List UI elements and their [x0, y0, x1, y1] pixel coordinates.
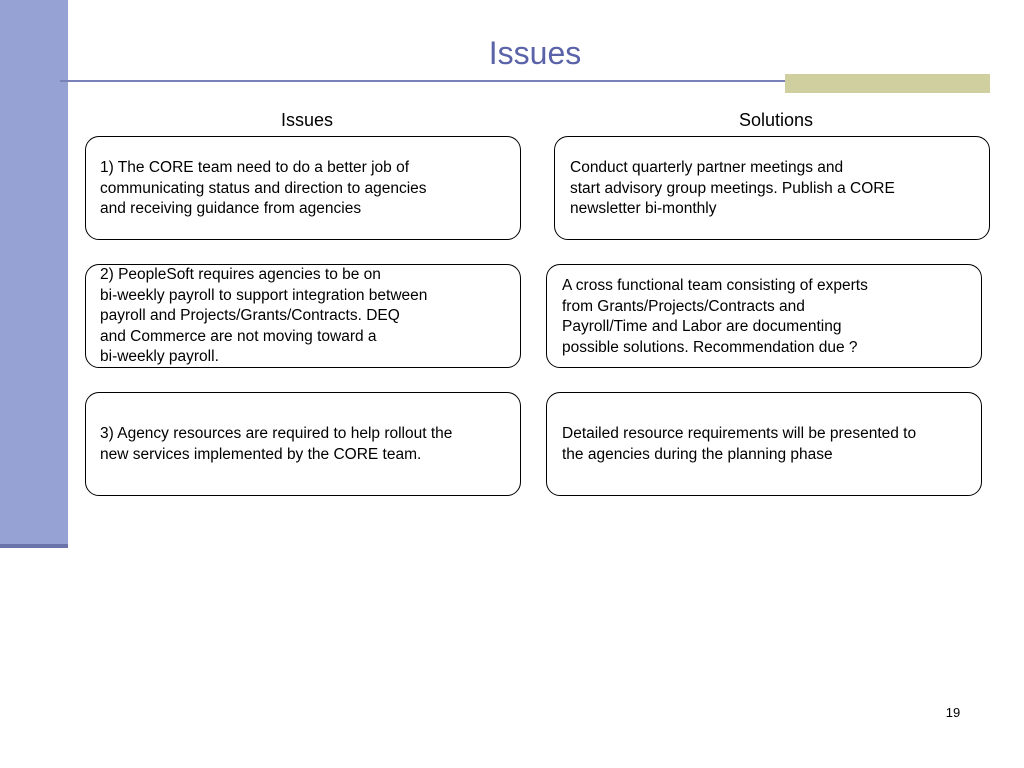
- slide-title: Issues: [488, 35, 582, 71]
- issue-box-3: [85, 392, 521, 496]
- issue-box-1: [85, 136, 521, 240]
- issue-box-2: [85, 264, 521, 368]
- issue-text-1: 1) The CORE team need to do a better job of communicating status and direction to agencies and receiving guidance from agencies: [100, 159, 427, 217]
- issue-text-2: 2) PeopleSoft requires agencies to be on bi-weekly payroll to support integration between payroll and Projects/Grants/Contracts. DEQ and Commerce are not moving toward a bi-weekly payroll.: [100, 266, 428, 365]
- solution-text-1: Conduct quarterly partner meetings and start advisory group meetings. Publish a CORE newsletter bi-monthly: [570, 159, 895, 217]
- solution-text-3: Detailed resource requirements will be presented to the agencies during the planning phase: [562, 425, 917, 463]
- solution-box-1: [554, 136, 990, 240]
- solution-box-3: [546, 392, 982, 496]
- accent-bar: [785, 74, 990, 93]
- solutions-column-header: Solutions: [738, 110, 814, 130]
- issues-column-header: Issues: [280, 110, 334, 130]
- solution-text-2: A cross functional team consisting of experts from Grants/Projects/Contracts and Payroll/Time and Labor are documenting possible solutions. Recommendation due ?: [562, 277, 868, 356]
- issue-text-3: 3) Agency resources are required to help rollout the new services implemented by the CORE team.: [100, 425, 453, 463]
- solution-box-2: [546, 264, 982, 368]
- page-number: 19: [945, 705, 961, 720]
- left-sidebar-band-edge: [0, 544, 68, 548]
- left-sidebar-band: [0, 0, 68, 544]
